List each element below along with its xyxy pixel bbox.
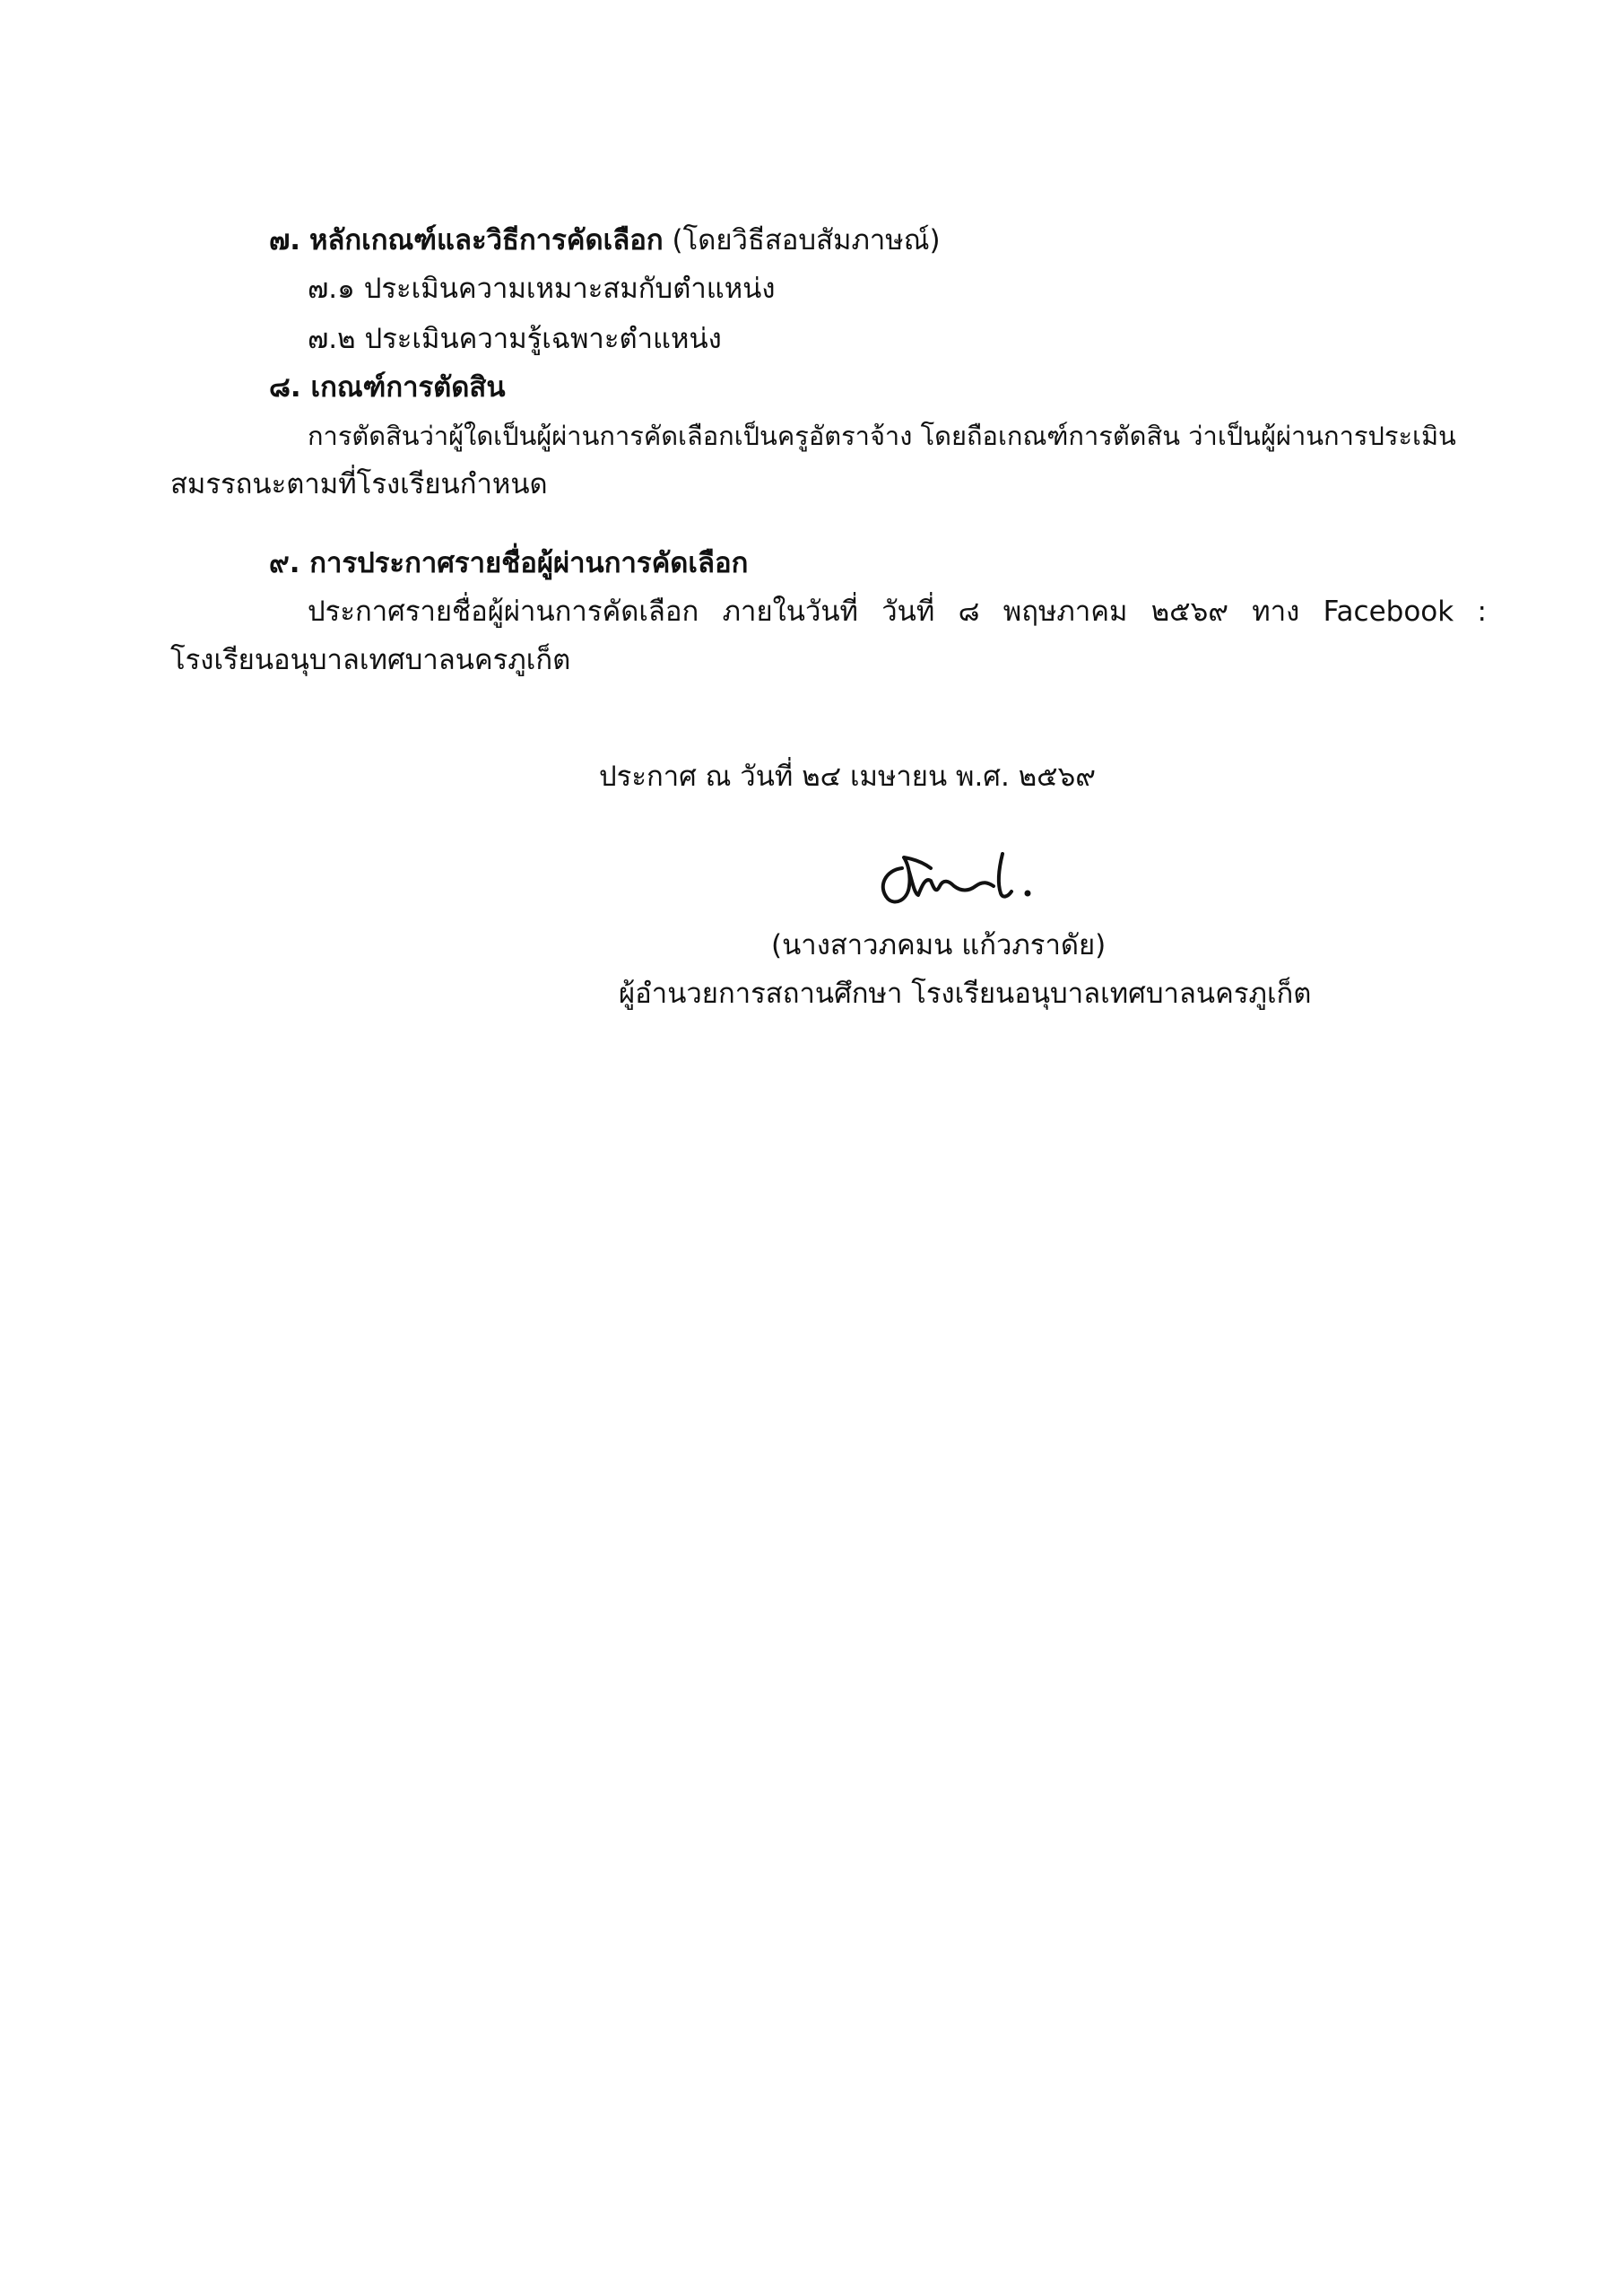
section-9-word: วันที่ [881, 596, 935, 628]
signature-image [868, 841, 1074, 911]
section-7-method: (โดยวิธีสอบสัมภาษณ์) [672, 224, 941, 257]
section-7-title: หลักเกณฑ์และวิธีการคัดเลือก [308, 224, 664, 257]
section-9-word: Facebook [1323, 596, 1454, 628]
section-9-word: ทาง [1252, 596, 1300, 628]
signer-name: (นางสาวภคมน แก้วภราดัย) [771, 929, 1107, 961]
section-8-paragraph-line-2: สมรรถนะตามที่โรงเรียนกำหนด [170, 468, 548, 500]
section-9-word: พฤษภาคม [1002, 596, 1128, 628]
section-8-heading: ๘. เกณฑ์การตัดสิน [269, 371, 506, 404]
signer-title: ผู้อำนวยการสถานศึกษา โรงเรียนอนุบาลเทศบาลนครภูเก็ต [619, 978, 1312, 1010]
section-9-word: : [1477, 596, 1487, 628]
section-9-word: ประกาศรายชื่อผู้ผ่านการคัดเลือก [308, 596, 699, 628]
section-9-word: ๒๕๖๙ [1150, 596, 1229, 628]
section-9-heading: ๙. การประกาศรายชื่อผู้ผ่านการคัดเลือก [269, 547, 749, 579]
announcement-date: ประกาศ ณ วันที่ ๒๔ เมษายน พ.ศ. ๒๕๖๙ [599, 761, 1096, 793]
section-9-word: ๘ [958, 596, 980, 628]
section-9-paragraph-line-1 [308, 594, 1487, 630]
section-9-word: ภายในวันที่ [722, 596, 858, 628]
section-7-number: ๗. [269, 224, 301, 257]
section-7-item-1: ๗.๑ ประเมินความเหมาะสมกับตำแหน่ง [308, 273, 776, 305]
section-7-heading [269, 222, 941, 258]
section-7-item-2: ๗.๒ ประเมินความรู้เฉพาะตำแหน่ง [308, 323, 722, 355]
section-9-paragraph-line-2: โรงเรียนอนุบาลเทศบาลนครภูเก็ต [170, 644, 571, 676]
section-8-paragraph-line-1: การตัดสินว่าผู้ใดเป็นผู้ผ่านการคัดเลือกเป็นครูอัตราจ้าง โดยถือเกณฑ์การตัดสิน ว่าเป็นผู้ผ่านการประเมิน [308, 421, 1456, 451]
